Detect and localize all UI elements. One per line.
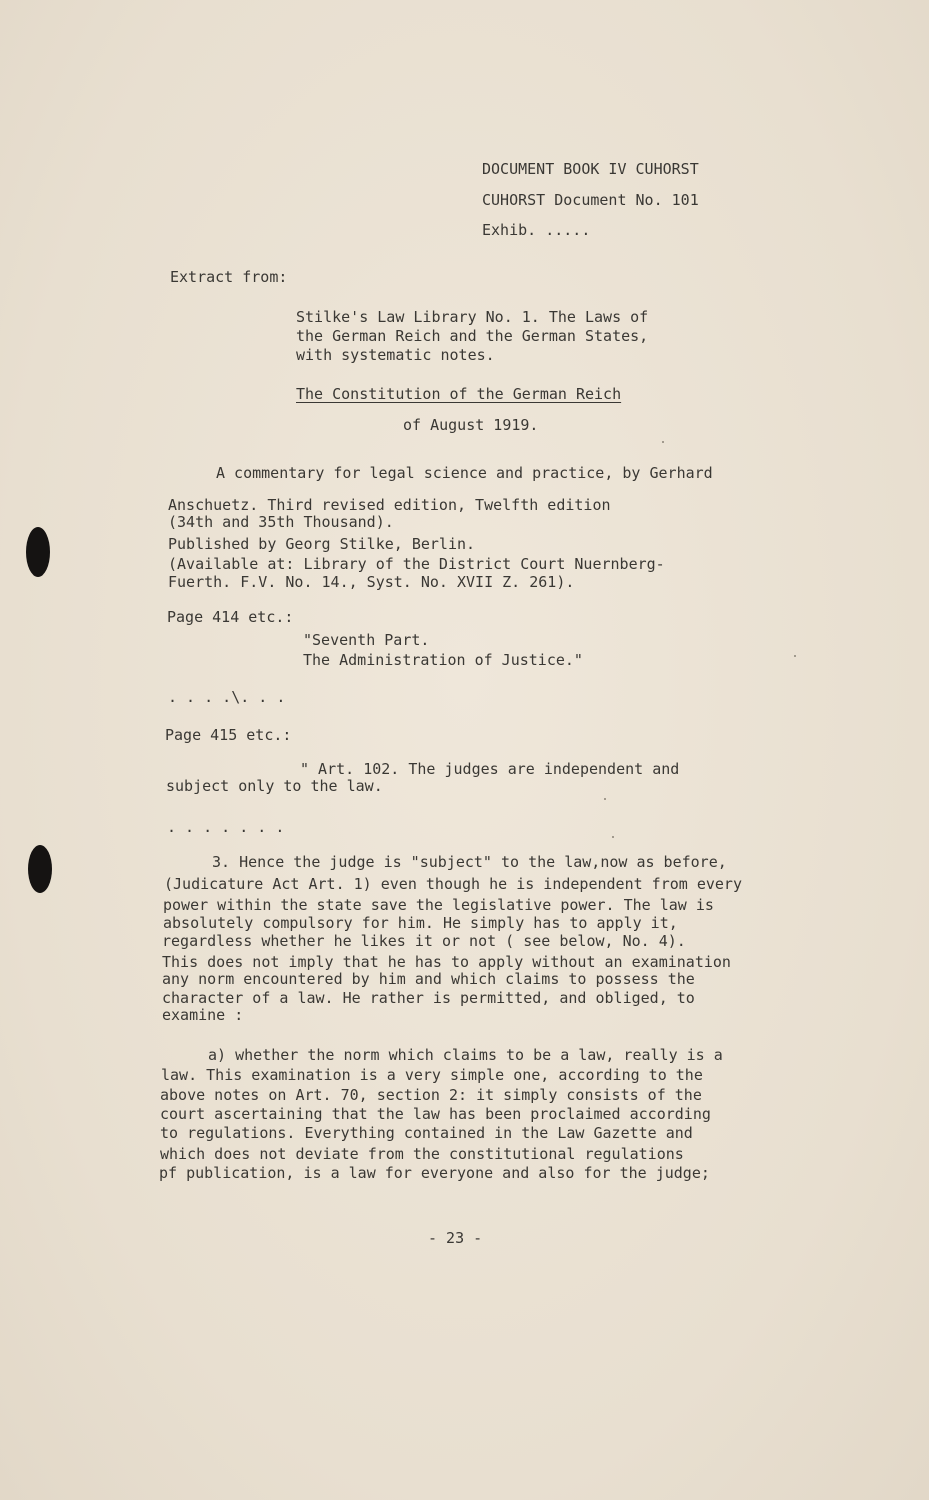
constitution-date: of August 1919. (403, 416, 539, 434)
document-number: CUHORST Document No. 101 (482, 191, 699, 209)
paragraph-3-line-2: (Judicature Act Art. 1) even though he is independent from every (164, 875, 742, 893)
paragraph-3-line-8: character of a law. He rather is permitted, and obliged, to (162, 989, 695, 1007)
article-102-line-1: " Art. 102. The judges are independent and (300, 760, 680, 778)
speck (604, 798, 606, 800)
source-title-line-3: with systematic notes. (296, 346, 495, 364)
paragraph-3-line-3: power within the state save the legislative power. The law is (163, 896, 714, 914)
ellipsis-separator-2: . . . . . . . (167, 818, 285, 836)
paragraph-a-line-1: a) whether the norm which claims to be a law, really is a (208, 1046, 723, 1064)
commentary-line-4: Published by Georg Stilke, Berlin. (168, 535, 476, 553)
commentary-line-5: (Available at: Library of the District Court Nuernberg- (168, 555, 665, 573)
paragraph-a-line-6: which does not deviate from the constitutional regulations (160, 1145, 684, 1163)
speck (662, 441, 664, 443)
page-415-label: Page 415 etc.: (165, 726, 292, 744)
exhibit-label: Exhib. ..... (482, 221, 591, 239)
commentary-line-3: (34th and 35th Thousand). (168, 513, 394, 531)
page-414-label: Page 414 etc.: (167, 608, 294, 626)
paragraph-a-line-7: pf publication, is a law for everyone and also for the judge; (159, 1164, 710, 1182)
paragraph-a-line-2: law. This examination is a very simple one, according to the (161, 1066, 703, 1084)
paragraph-3-line-7: any norm encountered by him and which claims to possess the (162, 970, 695, 988)
punch-hole-bottom (28, 845, 52, 893)
paragraph-a-line-4: court ascertaining that the law has been proclaimed according (160, 1105, 711, 1123)
paragraph-a-line-5: to regulations. Everything contained in the Law Gazette and (160, 1124, 693, 1142)
source-title-line-2: the German Reich and the German States, (296, 327, 649, 345)
page-number: - 23 - (428, 1229, 483, 1247)
document-book-heading: DOCUMENT BOOK IV CUHORST (482, 160, 699, 178)
paragraph-3-line-1: 3. Hence the judge is "subject" to the law,now as before, (212, 853, 727, 871)
article-102-line-2: subject only to the law. (166, 777, 383, 795)
paragraph-3-line-6: This does not imply that he has to apply without an examination (162, 953, 731, 971)
extract-label: Extract from: (170, 268, 288, 286)
paragraph-3-line-9: examine : (162, 1006, 244, 1024)
punch-hole-top (26, 527, 50, 577)
ellipsis-separator-1: . . . .\. . . (168, 688, 286, 706)
seventh-part-quote: "Seventh Part. (303, 631, 430, 649)
commentary-line-6: Fuerth. F.V. No. 14., Syst. No. XVII Z. 261). (168, 573, 575, 591)
constitution-title: The Constitution of the German Reich (296, 385, 622, 403)
paragraph-a-line-3: above notes on Art. 70, section 2: it simply consists of the (160, 1086, 702, 1104)
speck (794, 655, 796, 657)
paragraph-3-line-5: regardless whether he likes it or not ( see below, No. 4). (162, 932, 686, 950)
paragraph-3-line-4: absolutely compulsory for him. He simply has to apply it, (163, 914, 678, 932)
commentary-line-2: Anschuetz. Third revised edition, Twelfth edition (168, 496, 611, 514)
speck (612, 836, 614, 838)
administration-of-justice-quote: The Administration of Justice." (303, 651, 583, 669)
source-title-line-1: Stilke's Law Library No. 1. The Laws of (296, 308, 649, 326)
commentary-line-1: A commentary for legal science and practice, by Gerhard (216, 464, 713, 482)
